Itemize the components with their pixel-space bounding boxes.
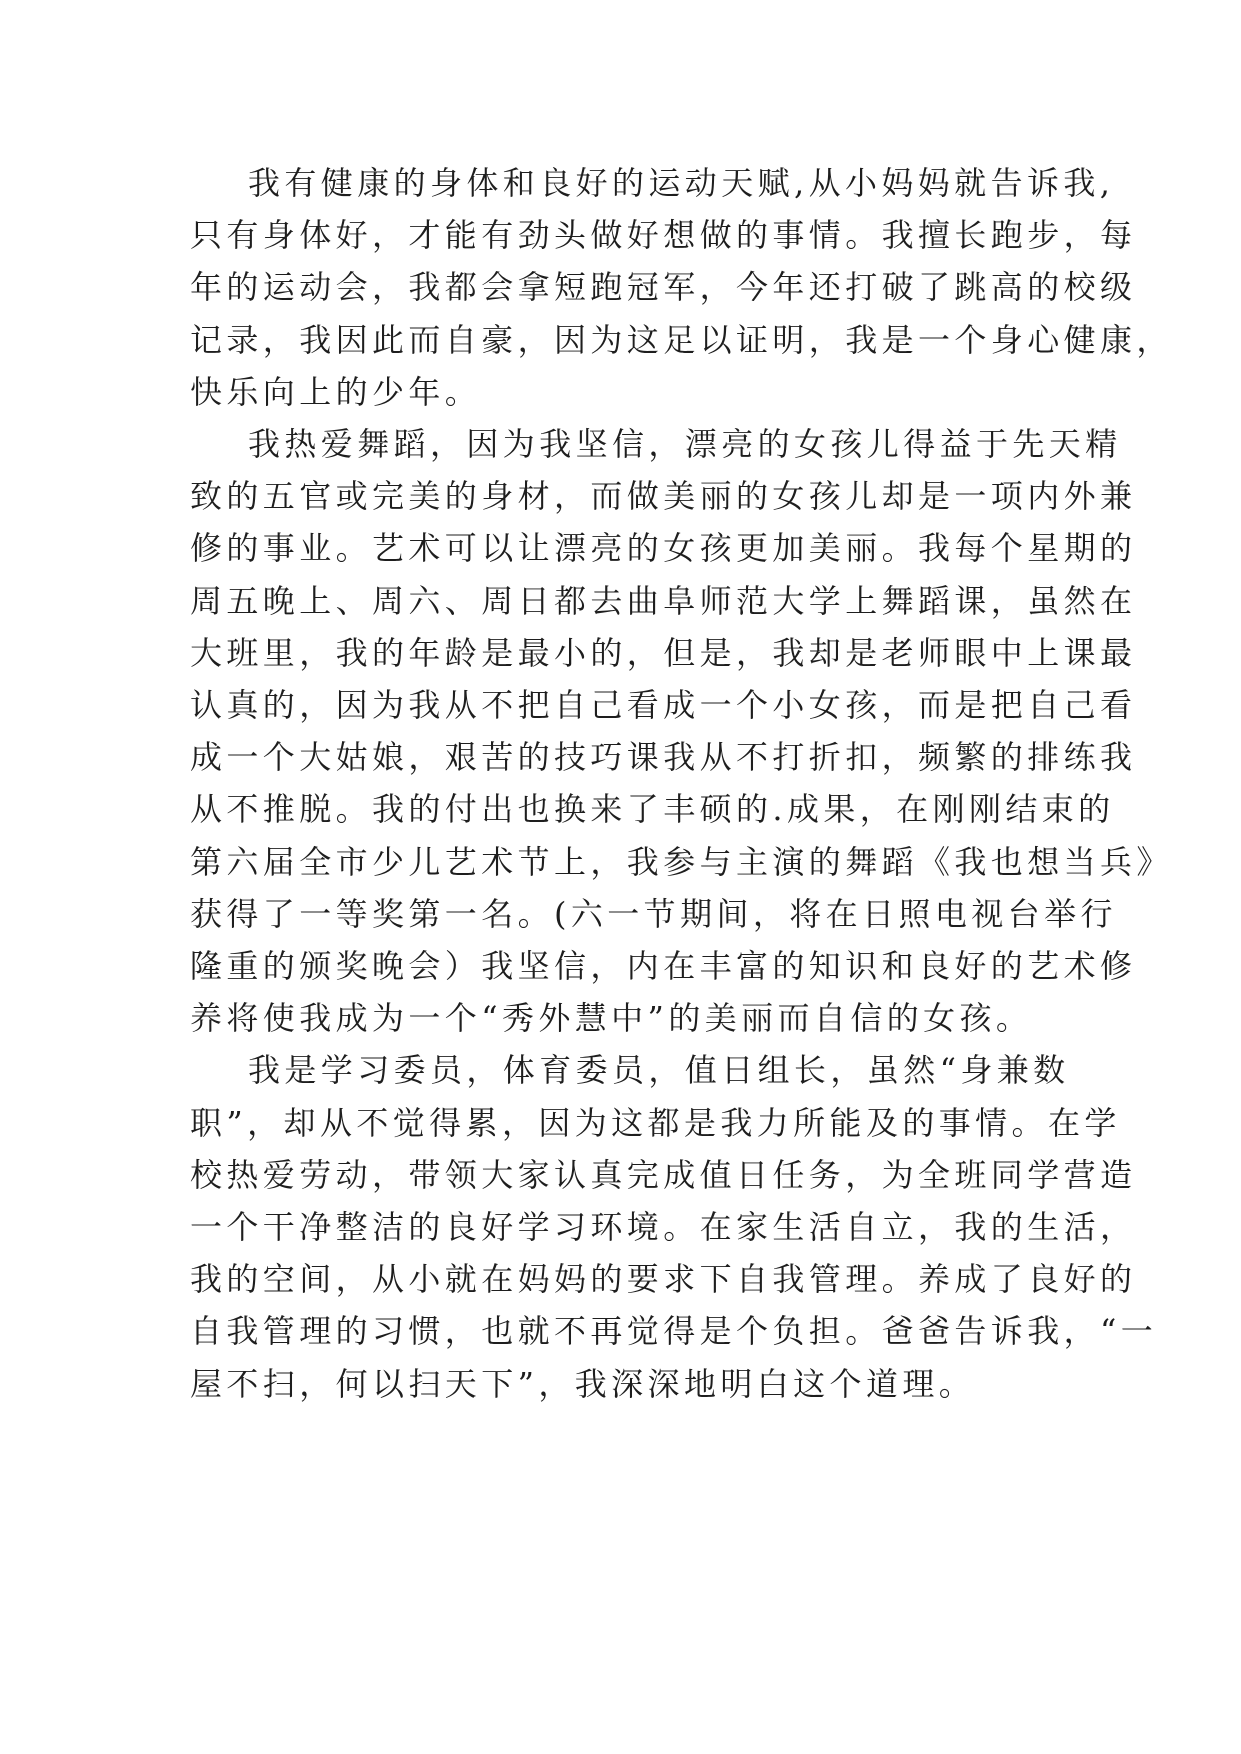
text-line: 修的事业。艺术可以让漂亮的女孩更加美丽。我每个星期的	[190, 529, 1137, 568]
text-line: 养将使我成为一个“秀外慧中”的美丽而自信的女孩。	[190, 999, 1033, 1038]
text-line: 我有健康的身体和良好的运动天赋,从小妈妈就告诉我,	[248, 164, 1115, 202]
text-line: 从不推脱。我的付出也换来了丰硕的.成果，在刚刚结束的	[190, 790, 1115, 829]
text-line: 成一个大姑娘，艰苦的技巧课我从不打折扣，频繁的排练我	[190, 738, 1137, 777]
text-line: 年的运动会，我都会拿短跑冠军，今年还打破了跳高的校级	[190, 268, 1137, 307]
text-line: 大班里，我的年龄是最小的，但是，我却是老师眼中上课最	[190, 633, 1137, 672]
text-line: 我是学习委员，体育委员，值日组长，虽然“身兼数	[248, 1051, 1070, 1090]
text-line: 记录，我因此而自豪，因为这足以证明，我是一个身心健康，	[190, 320, 1173, 359]
text-line: 职”，却从不觉得累，因为这都是我力所能及的事情。在学	[190, 1103, 1121, 1142]
text-line: 隆重的颁奖晚会）我坚信，内在丰富的知识和良好的艺术修	[190, 947, 1137, 985]
text-line: 我的空间，从小就在妈妈的要求下自我管理。养成了良好的	[190, 1260, 1137, 1299]
text-line: 校热爱劳动，带领大家认真完成值日任务，为全班同学营造	[190, 1155, 1137, 1194]
text-line: 第六届全市少儿艺术节上，我参与主演的舞蹈《我也想当兵》	[190, 842, 1173, 881]
text-line: 周五晚上、周六、周日都去曲阜师范大学上舞蹈课，虽然在	[190, 581, 1137, 620]
text-line: 只有身体好，才能有劲头做好想做的事情。我擅长跑步，每	[190, 216, 1137, 255]
text-line: 我热爱舞蹈，因为我坚信，漂亮的女孩儿得益于先天精	[248, 425, 1122, 463]
text-line: 快乐向上的少年。	[190, 372, 482, 411]
text-line: 获得了一等奖第一名。(六一节期间，将在日照电视台举行	[190, 894, 1117, 933]
text-line: 认真的，因为我从不把自己看成一个小女孩，而是把自己看	[190, 686, 1137, 724]
text-line: 屋不扫，何以扫天下”，我深深地明白这个道理。	[190, 1364, 976, 1403]
text-line: 自我管理的习惯，也就不再觉得是个负担。爸爸告诉我，“一	[190, 1312, 1158, 1351]
text-line: 一个干净整洁的良好学习环境。在家生活自立，我的生活，	[190, 1208, 1137, 1246]
text-line: 致的五官或完美的身材，而做美丽的女孩儿却是一项内外兼	[190, 477, 1137, 516]
